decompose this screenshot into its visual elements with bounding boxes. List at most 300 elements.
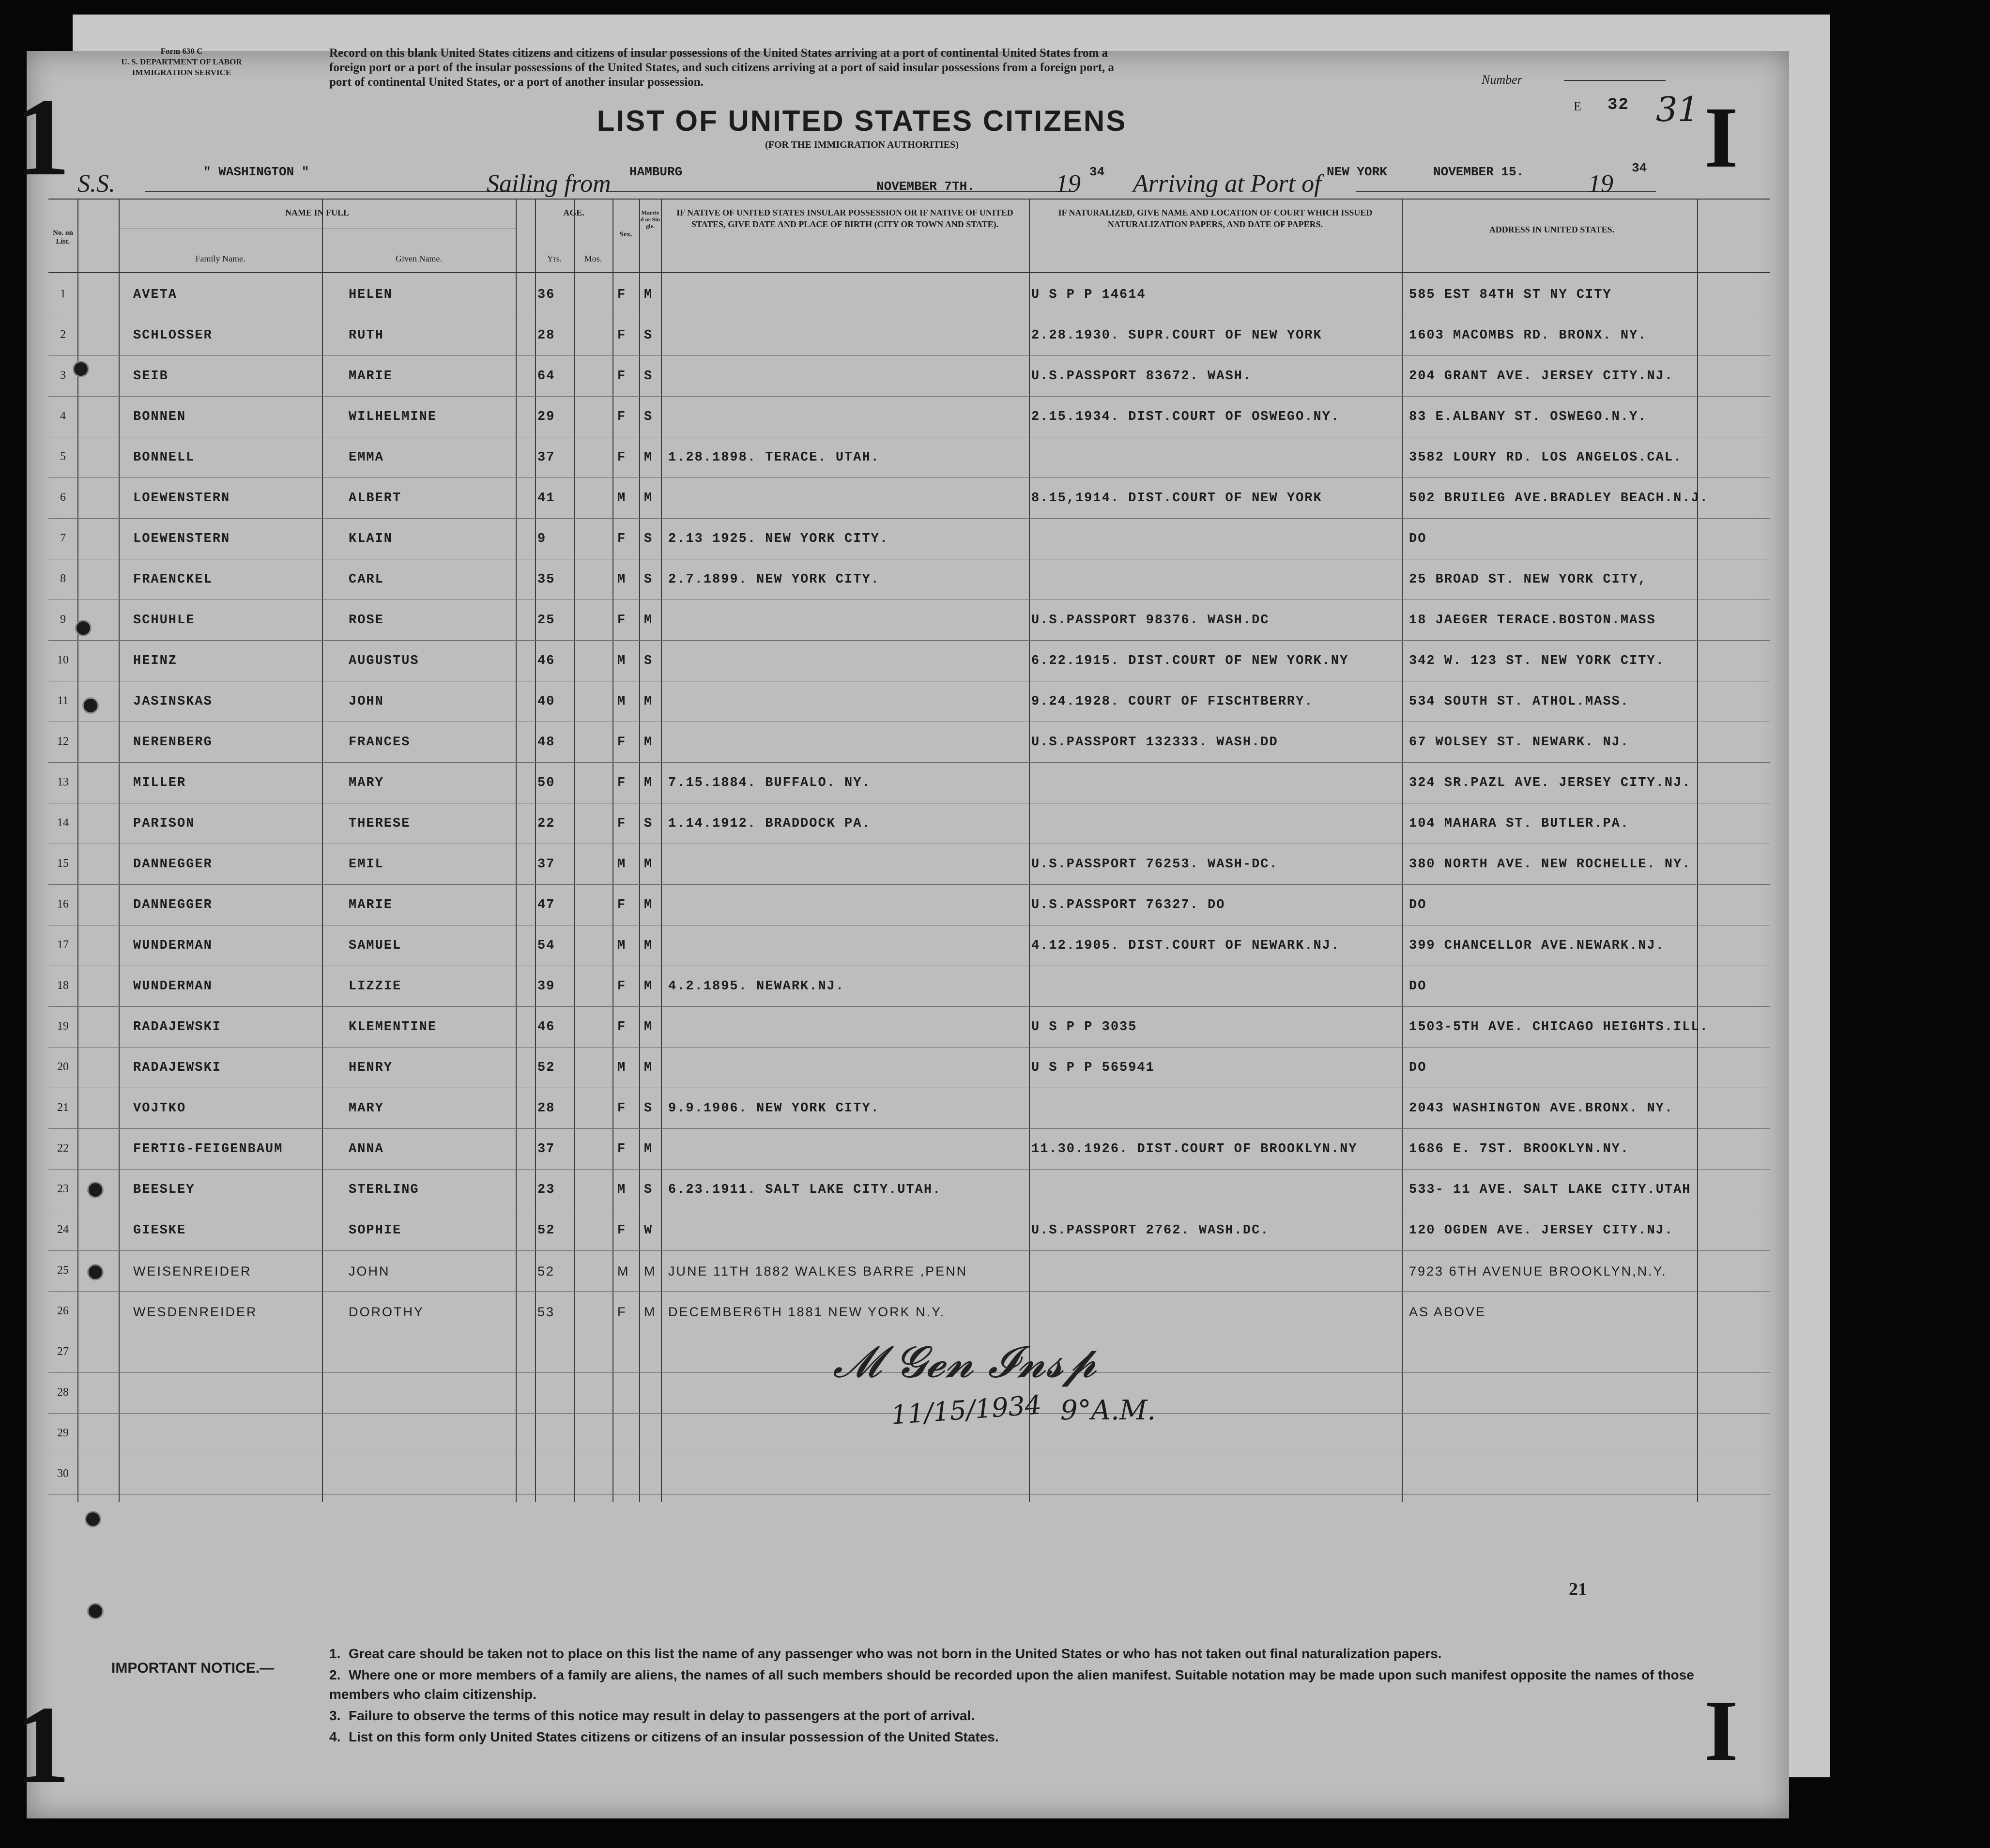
cell-no: 14 bbox=[57, 816, 69, 829]
cell-nat: U.S.PASSPORT 76253. WASH-DC. bbox=[1031, 857, 1278, 872]
cell-family: RADAJEWSKI bbox=[133, 1061, 222, 1075]
cell-family: MILLER bbox=[133, 776, 186, 790]
table-row bbox=[48, 480, 1770, 520]
row-rule bbox=[48, 477, 1770, 478]
cell-sex: F bbox=[617, 1305, 627, 1319]
table-row bbox=[48, 969, 1770, 1008]
notice-text: Failure to observe the terms of this notice may result in delay to passengers at the port of arrival. bbox=[349, 1708, 975, 1723]
cell-sex: M bbox=[617, 1183, 627, 1197]
cell-no: 20 bbox=[57, 1061, 69, 1073]
number-line bbox=[1564, 80, 1666, 81]
margin-mark-right-bottom: I bbox=[1704, 1682, 1739, 1779]
cell-family: DANNEGGER bbox=[133, 898, 213, 912]
notice-item: 4. List on this form only United States citizens or citizens of an insular possession of the United States. bbox=[329, 1729, 999, 1744]
cell-nat: U.S.PASSPORT 76327. DO bbox=[1031, 898, 1225, 912]
cell-ms: S bbox=[644, 572, 653, 587]
cell-sex: M bbox=[617, 491, 627, 506]
form-number: Form 630 C bbox=[160, 46, 203, 56]
cell-sex: F bbox=[617, 776, 627, 790]
cell-age: 9 bbox=[537, 532, 547, 546]
cell-given: RUTH bbox=[349, 328, 384, 343]
cell-given: ROSE bbox=[349, 613, 384, 628]
table-row bbox=[48, 1213, 1770, 1252]
cell-ms: M bbox=[644, 613, 653, 628]
cell-no: 24 bbox=[57, 1223, 69, 1236]
notice-item: 1. Great care should be taken not to place on this list the name of any passenger who was not born in the United States or who has not taken out final naturalization papers. bbox=[329, 1646, 1442, 1661]
cell-ms: M bbox=[644, 1264, 657, 1278]
cell-birth: 4.2.1895. NEWARK.NJ. bbox=[668, 979, 845, 994]
cell-age: 28 bbox=[537, 1101, 555, 1116]
cell-addr: AS ABOVE bbox=[1409, 1305, 1486, 1319]
cell-no: 10 bbox=[57, 654, 69, 666]
header-bottom bbox=[48, 272, 1770, 273]
sailing-date: NOVEMBER 7TH. bbox=[876, 179, 975, 194]
table-row bbox=[48, 521, 1770, 561]
binder-hole bbox=[87, 1603, 104, 1619]
list-number: 32 bbox=[1607, 96, 1629, 114]
cell-ms: M bbox=[644, 776, 653, 790]
cell-given: DOROTHY bbox=[349, 1305, 424, 1319]
cell-family: WUNDERMAN bbox=[133, 939, 213, 953]
cell-addr: DO bbox=[1409, 1061, 1427, 1075]
cell-addr: 533- 11 AVE. SALT LAKE CITY.UTAH bbox=[1409, 1183, 1691, 1197]
cell-nat: 2.15.1934. DIST.COURT OF OSWEGO.NY. bbox=[1031, 410, 1340, 424]
row-rule bbox=[48, 1128, 1770, 1129]
row-rule bbox=[48, 884, 1770, 885]
col-address-header: ADDRESS IN UNITED STATES. bbox=[1489, 225, 1615, 234]
cell-nat: 2.28.1930. SUPR.COURT OF NEW YORK bbox=[1031, 328, 1322, 343]
record-instructions bbox=[329, 46, 1520, 90]
table-row bbox=[48, 847, 1770, 886]
table-row bbox=[48, 1009, 1770, 1049]
row-rule bbox=[48, 762, 1770, 763]
margin-mark-right-top: I bbox=[1704, 89, 1739, 185]
table-row bbox=[48, 440, 1770, 479]
row-rule bbox=[48, 640, 1770, 641]
cell-addr: 502 BRUILEG AVE.BRADLEY BEACH.N.J. bbox=[1409, 491, 1709, 506]
cell-no: 17 bbox=[57, 939, 69, 951]
cell-family: FERTIG-FEIGENBAUM bbox=[133, 1142, 283, 1156]
cell-given: EMIL bbox=[349, 857, 384, 872]
cell-no: 11 bbox=[57, 694, 69, 707]
cell-age: 23 bbox=[537, 1183, 555, 1197]
cell-no: 21 bbox=[57, 1101, 69, 1114]
cell-no: 28 bbox=[57, 1386, 69, 1399]
cell-given: JOHN bbox=[349, 694, 384, 709]
form-identifier bbox=[87, 46, 276, 78]
cell-no: 3 bbox=[60, 369, 66, 382]
cell-sex: M bbox=[617, 694, 627, 709]
cell-no: 16 bbox=[57, 898, 69, 910]
row-rule bbox=[48, 518, 1770, 519]
cell-ms: M bbox=[644, 735, 653, 750]
cell-family: HEINZ bbox=[133, 654, 178, 668]
table-row bbox=[48, 1457, 1770, 1496]
cell-family: SCHUHLE bbox=[133, 613, 195, 628]
cell-sex: F bbox=[617, 369, 627, 384]
cell-addr: 1686 E. 7ST. BROOKLYN.NY. bbox=[1409, 1142, 1630, 1156]
cell-sex: F bbox=[617, 1223, 627, 1238]
inspector-signature: 𝓜 𝓖𝓮𝓷 𝓘𝓷𝓼𝓹 bbox=[833, 1337, 1097, 1387]
col-married-header: Married or Single. bbox=[640, 209, 660, 230]
cell-age: 41 bbox=[537, 491, 555, 506]
cell-sex: F bbox=[617, 735, 627, 750]
cell-birth: 1.28.1898. TERACE. UTAH. bbox=[668, 450, 880, 465]
row-rule bbox=[48, 396, 1770, 397]
cell-ms: S bbox=[644, 410, 653, 424]
cell-sex: F bbox=[617, 1020, 627, 1034]
cell-no: 23 bbox=[57, 1183, 69, 1195]
ship-line bbox=[145, 191, 542, 192]
table-row bbox=[48, 928, 1770, 968]
cell-no: 25 bbox=[57, 1264, 69, 1277]
cell-family: WESDENREIDER bbox=[133, 1305, 258, 1319]
cell-addr: DO bbox=[1409, 532, 1427, 546]
cell-no: 7 bbox=[60, 532, 66, 544]
cell-birth: 2.13 1925. NEW YORK CITY. bbox=[668, 532, 889, 546]
arriving-port: NEW YORK bbox=[1327, 165, 1387, 179]
cell-family: PARISON bbox=[133, 816, 195, 831]
table-row bbox=[48, 562, 1770, 601]
arriving-label: Arriving at Port of bbox=[1133, 170, 1321, 198]
department: U. S. DEPARTMENT OF LABOR bbox=[121, 57, 242, 66]
cell-no: 13 bbox=[57, 776, 69, 788]
arriving-date: NOVEMBER 15. bbox=[1433, 165, 1524, 179]
notice-item: 3. Failure to observe the terms of this notice may result in delay to passengers at the port of arrival. bbox=[329, 1708, 975, 1723]
cell-age: 52 bbox=[537, 1223, 555, 1238]
cell-given: SAMUEL bbox=[349, 939, 402, 953]
cell-given: THERESE bbox=[349, 816, 411, 831]
cell-nat: 8.15,1914. DIST.COURT OF NEW YORK bbox=[1031, 491, 1322, 506]
cell-birth: 6.23.1911. SALT LAKE CITY.UTAH. bbox=[668, 1183, 942, 1197]
row-rule bbox=[48, 1169, 1770, 1170]
cell-nat: 4.12.1905. DIST.COURT OF NEWARK.NJ. bbox=[1031, 939, 1340, 953]
sailing-line bbox=[610, 191, 1075, 192]
cell-ms: M bbox=[644, 898, 653, 912]
table-row bbox=[48, 684, 1770, 724]
row-rule bbox=[48, 1494, 1770, 1495]
cell-sex: M bbox=[617, 939, 627, 953]
cell-nat: U S P P 3035 bbox=[1031, 1020, 1137, 1034]
cell-no: 6 bbox=[60, 491, 66, 504]
cell-given: ANNA bbox=[349, 1142, 384, 1156]
cell-given: LIZZIE bbox=[349, 979, 402, 994]
cell-ms: M bbox=[644, 288, 653, 302]
page-subtitle: (FOR THE IMMIGRATION AUTHORITIES) bbox=[765, 139, 959, 150]
cell-age: 46 bbox=[537, 1020, 555, 1034]
cell-age: 37 bbox=[537, 1142, 555, 1156]
table-row bbox=[48, 765, 1770, 805]
table-row bbox=[48, 318, 1770, 357]
cell-birth: DECEMBER6TH 1881 NEW YORK N.Y. bbox=[668, 1305, 946, 1319]
cell-age: 29 bbox=[537, 410, 555, 424]
cell-no: 30 bbox=[57, 1467, 69, 1480]
cell-age: 52 bbox=[537, 1264, 555, 1278]
cell-age: 50 bbox=[537, 776, 555, 790]
table-row bbox=[48, 277, 1770, 317]
cell-sex: M bbox=[617, 1061, 627, 1075]
cell-family: DANNEGGER bbox=[133, 857, 213, 872]
cell-addr: 1503-5TH AVE. CHICAGO HEIGHTS.ILL. bbox=[1409, 1020, 1709, 1034]
row-rule bbox=[48, 1250, 1770, 1251]
cell-ms: M bbox=[644, 1142, 653, 1156]
cell-nat: 6.22.1915. DIST.COURT OF NEW YORK.NY bbox=[1031, 654, 1349, 668]
row-rule bbox=[48, 1291, 1770, 1292]
notice-text: Where one or more members of a family are aliens, the names of all such members should be recorded upon the alien manifest. Suitable notation may be made upon such manifest opposite the names of those members who claim citizenship. bbox=[329, 1667, 1694, 1702]
table-row bbox=[48, 1050, 1770, 1090]
page-number: 21 bbox=[1569, 1579, 1587, 1600]
table-row bbox=[48, 806, 1770, 846]
col-name-header: NAME IN FULL bbox=[285, 208, 349, 217]
table-row bbox=[48, 1172, 1770, 1212]
table-row bbox=[48, 602, 1770, 642]
table-row bbox=[48, 1131, 1770, 1171]
cell-age: 52 bbox=[537, 1061, 555, 1075]
cell-sex: M bbox=[617, 1264, 630, 1278]
cell-sex: F bbox=[617, 816, 627, 831]
cell-ms: M bbox=[644, 491, 653, 506]
cell-no: 1 bbox=[60, 288, 66, 300]
cell-nat: U.S.PASSPORT 83672. WASH. bbox=[1031, 369, 1252, 384]
cell-age: 46 bbox=[537, 654, 555, 668]
cell-age: 36 bbox=[537, 288, 555, 302]
cell-no: 27 bbox=[57, 1345, 69, 1358]
passenger-table bbox=[48, 199, 1770, 1502]
notice-heading: IMPORTANT NOTICE.— bbox=[111, 1660, 275, 1676]
cell-given: AUGUSTUS bbox=[349, 654, 419, 668]
binder-hole bbox=[82, 697, 99, 714]
margin-mark-bottom: 1 bbox=[15, 1683, 70, 1806]
cell-addr: DO bbox=[1409, 979, 1427, 994]
cell-given: WILHELMINE bbox=[349, 410, 437, 424]
cell-family: LOEWENSTERN bbox=[133, 491, 230, 506]
col-family-header: Family Name. bbox=[195, 254, 245, 263]
cell-given: STERLING bbox=[349, 1183, 419, 1197]
row-rule bbox=[48, 355, 1770, 356]
cell-given: MARIE bbox=[349, 898, 393, 912]
cell-ms: S bbox=[644, 328, 653, 343]
cell-family: BEESLEY bbox=[133, 1183, 195, 1197]
cell-nat: U.S.PASSPORT 132333. WASH.DD bbox=[1031, 735, 1278, 750]
col-sex-header: Sex. bbox=[619, 231, 632, 238]
cell-sex: F bbox=[617, 328, 627, 343]
cell-age: 53 bbox=[537, 1305, 555, 1319]
col-no-header: No. on List. bbox=[53, 229, 73, 246]
cell-no: 18 bbox=[57, 979, 69, 992]
sailing-port: HAMBURG bbox=[629, 165, 683, 179]
cell-no: 8 bbox=[60, 572, 66, 585]
col-mos-header: Mos. bbox=[584, 254, 602, 263]
list-number-handwritten: 31 bbox=[1656, 90, 1699, 129]
cell-family: VOJTKO bbox=[133, 1101, 186, 1116]
cell-given: HENRY bbox=[349, 1061, 393, 1075]
cell-age: 22 bbox=[537, 816, 555, 831]
cell-no: 9 bbox=[60, 613, 66, 626]
cell-sex: F bbox=[617, 1101, 627, 1116]
cell-ms: W bbox=[644, 1223, 653, 1238]
cell-ms: M bbox=[644, 979, 653, 994]
cell-nat: U.S.PASSPORT 98376. WASH.DC bbox=[1031, 613, 1270, 628]
cell-family: LOEWENSTERN bbox=[133, 532, 230, 546]
cell-ms: S bbox=[644, 369, 653, 384]
cell-addr: 104 MAHARA ST. BUTLER.PA. bbox=[1409, 816, 1630, 831]
cell-ms: S bbox=[644, 816, 653, 831]
cell-family: WEISENREIDER bbox=[133, 1264, 252, 1278]
cell-family: AVETA bbox=[133, 288, 178, 302]
cell-sex: M bbox=[617, 857, 627, 872]
cell-no: 22 bbox=[57, 1142, 69, 1155]
cell-addr: 204 GRANT AVE. JERSEY CITY.NJ. bbox=[1409, 369, 1674, 384]
cell-given: MARY bbox=[349, 1101, 384, 1116]
cell-family: NERENBERG bbox=[133, 735, 213, 750]
row-rule bbox=[48, 1006, 1770, 1007]
cell-sex: F bbox=[617, 979, 627, 994]
cell-sex: F bbox=[617, 1142, 627, 1156]
cell-addr: 25 BROAD ST. NEW YORK CITY, bbox=[1409, 572, 1647, 587]
binder-hole bbox=[85, 1511, 101, 1527]
page-title: LIST OF UNITED STATES CITIZENS bbox=[597, 105, 1127, 137]
cell-sex: M bbox=[617, 654, 627, 668]
cell-sex: F bbox=[617, 410, 627, 424]
table-row bbox=[48, 1091, 1770, 1130]
cell-no: 26 bbox=[57, 1305, 69, 1317]
arriving-year-prefix: 19 bbox=[1588, 170, 1613, 198]
cell-addr: 120 OGDEN AVE. JERSEY CITY.NJ. bbox=[1409, 1223, 1674, 1238]
cell-age: 64 bbox=[537, 369, 555, 384]
cell-age: 48 bbox=[537, 735, 555, 750]
cell-ms: M bbox=[644, 694, 653, 709]
cell-addr: 342 W. 123 ST. NEW YORK CITY. bbox=[1409, 654, 1665, 668]
cell-given: KLEMENTINE bbox=[349, 1020, 437, 1034]
service: IMMIGRATION SERVICE bbox=[132, 68, 231, 77]
cell-family: FRAENCKEL bbox=[133, 572, 213, 587]
cell-ms: M bbox=[644, 1020, 653, 1034]
cell-age: 37 bbox=[537, 450, 555, 465]
cell-addr: 585 EST 84TH ST NY CITY bbox=[1409, 288, 1612, 302]
cell-sex: F bbox=[617, 288, 627, 302]
cell-no: 19 bbox=[57, 1020, 69, 1032]
cell-ms: S bbox=[644, 1183, 653, 1197]
cell-given: ALBERT bbox=[349, 491, 402, 506]
cell-given: MARIE bbox=[349, 369, 393, 384]
cell-family: GIESKE bbox=[133, 1223, 186, 1238]
cell-age: 37 bbox=[537, 857, 555, 872]
cell-family: WUNDERMAN bbox=[133, 979, 213, 994]
cell-given: SOPHIE bbox=[349, 1223, 402, 1238]
sailing-label: Sailing from bbox=[487, 170, 611, 198]
cell-given: EMMA bbox=[349, 450, 384, 465]
record-line: foreign port or a port of the insular possessions of the United States, and such citizens arriving at a port of said insular possessions from a foreign port, a bbox=[329, 61, 1114, 74]
table-row bbox=[48, 724, 1770, 764]
binder-hole bbox=[87, 1264, 104, 1280]
cell-family: BONNELL bbox=[133, 450, 195, 465]
cell-ms: S bbox=[644, 654, 653, 668]
record-line: port of continental United States, or a port of another insular possession. bbox=[329, 76, 704, 89]
cell-addr: 2043 WASHINGTON AVE.BRONX. NY. bbox=[1409, 1101, 1674, 1116]
cell-sex: M bbox=[617, 572, 627, 587]
e-mark: E bbox=[1574, 99, 1581, 113]
notice-text: Great care should be taken not to place on this list the name of any passenger who was not born in the United States or who has not taken out final naturalization papers. bbox=[349, 1646, 1442, 1661]
col-yrs-header: Yrs. bbox=[547, 254, 562, 263]
cell-age: 54 bbox=[537, 939, 555, 953]
binder-hole bbox=[73, 361, 89, 377]
cell-nat: 9.24.1928. COURT OF FISCHTBERRY. bbox=[1031, 694, 1314, 709]
cell-given: KLAIN bbox=[349, 532, 393, 546]
cell-age: 28 bbox=[537, 328, 555, 343]
cell-given: FRANCES bbox=[349, 735, 411, 750]
cell-age: 40 bbox=[537, 694, 555, 709]
cell-addr: 67 WOLSEY ST. NEWARK. NJ. bbox=[1409, 735, 1630, 750]
cell-addr: 534 SOUTH ST. ATHOL.MASS. bbox=[1409, 694, 1630, 709]
cell-ms: M bbox=[644, 1061, 653, 1075]
cell-birth: JUNE 11TH 1882 WALKES BARRE ,PENN bbox=[668, 1264, 968, 1278]
col-age-header: AGE. bbox=[563, 208, 584, 217]
cell-nat: U S P P 14614 bbox=[1031, 288, 1146, 302]
cell-given: MARY bbox=[349, 776, 384, 790]
cell-no: 5 bbox=[60, 450, 66, 463]
cell-family: SEIB bbox=[133, 369, 168, 384]
cell-no: 12 bbox=[57, 735, 69, 748]
col-naturalized-header: IF NATURALIZED, GIVE NAME AND LOCATION OF COURT WHICH ISSUED NATURALIZATION PAPERS, AND DATE OF PAPERS. bbox=[1058, 208, 1373, 229]
handwritten-date: 11/15/1934 bbox=[890, 1389, 1043, 1431]
cell-addr: 3582 LOURY RD. LOS ANGELOS.CAL. bbox=[1409, 450, 1683, 465]
cell-ms: M bbox=[644, 857, 653, 872]
cell-addr: 7923 6TH AVENUE BROOKLYN,N.Y. bbox=[1409, 1264, 1667, 1278]
notice-item: 2. Where one or more members of a family are aliens, the names of all such members should be recorded upon the alien manifest. Suitable notation may be made upon such manifest opposite the names of those members who claim citizenship. bbox=[329, 1667, 1694, 1702]
table-row bbox=[48, 1253, 1770, 1293]
notice-list bbox=[329, 1644, 1753, 1749]
cell-no: 4 bbox=[60, 410, 66, 422]
cell-sex: F bbox=[617, 532, 627, 546]
cell-ms: M bbox=[644, 1305, 657, 1319]
cell-no: 29 bbox=[57, 1427, 69, 1439]
col-native-header: IF NATIVE OF UNITED STATES INSULAR POSSESSION OR IF NATIVE OF UNITED STATES, GIVE DATE AND PLACE OF BIRTH (CITY OR TOWN AND STATE). bbox=[676, 208, 1013, 229]
cell-family: SCHLOSSER bbox=[133, 328, 213, 343]
cell-family: BONNEN bbox=[133, 410, 186, 424]
cell-age: 25 bbox=[537, 613, 555, 628]
ss-label: S.S. bbox=[77, 170, 115, 198]
cell-addr: 324 SR.PAZL AVE. JERSEY CITY.NJ. bbox=[1409, 776, 1691, 790]
cell-sex: F bbox=[617, 613, 627, 628]
table-row bbox=[48, 887, 1770, 927]
margin-mark-top: 1 bbox=[15, 75, 70, 199]
arriving-year: 34 bbox=[1632, 161, 1647, 175]
number-label: Number bbox=[1482, 73, 1522, 87]
cell-sex: F bbox=[617, 450, 627, 465]
binder-hole bbox=[75, 620, 92, 636]
cell-no: 2 bbox=[60, 328, 66, 341]
cell-given: JOHN bbox=[349, 1264, 390, 1278]
cell-ms: M bbox=[644, 939, 653, 953]
table-row bbox=[48, 399, 1770, 439]
cell-nat: 11.30.1926. DIST.COURT OF BROOKLYN.NY bbox=[1031, 1142, 1358, 1156]
cell-ms: S bbox=[644, 532, 653, 546]
cell-age: 47 bbox=[537, 898, 555, 912]
cell-ms: M bbox=[644, 450, 653, 465]
handwritten-time: 9°A.M. bbox=[1060, 1395, 1156, 1426]
table-row bbox=[48, 1294, 1770, 1334]
cell-birth: 1.14.1912. BRADDOCK PA. bbox=[668, 816, 871, 831]
cell-given: HELEN bbox=[349, 288, 393, 302]
sailing-year: 34 bbox=[1089, 165, 1105, 179]
cell-addr: 399 CHANCELLOR AVE.NEWARK.NJ. bbox=[1409, 939, 1665, 953]
cell-nat: U S P P 565941 bbox=[1031, 1061, 1155, 1075]
cell-age: 39 bbox=[537, 979, 555, 994]
ship-name: " WASHINGTON " bbox=[203, 165, 309, 179]
cell-family: JASINSKAS bbox=[133, 694, 213, 709]
cell-birth: 2.7.1899. NEW YORK CITY. bbox=[668, 572, 880, 587]
cell-ms: S bbox=[644, 1101, 653, 1116]
